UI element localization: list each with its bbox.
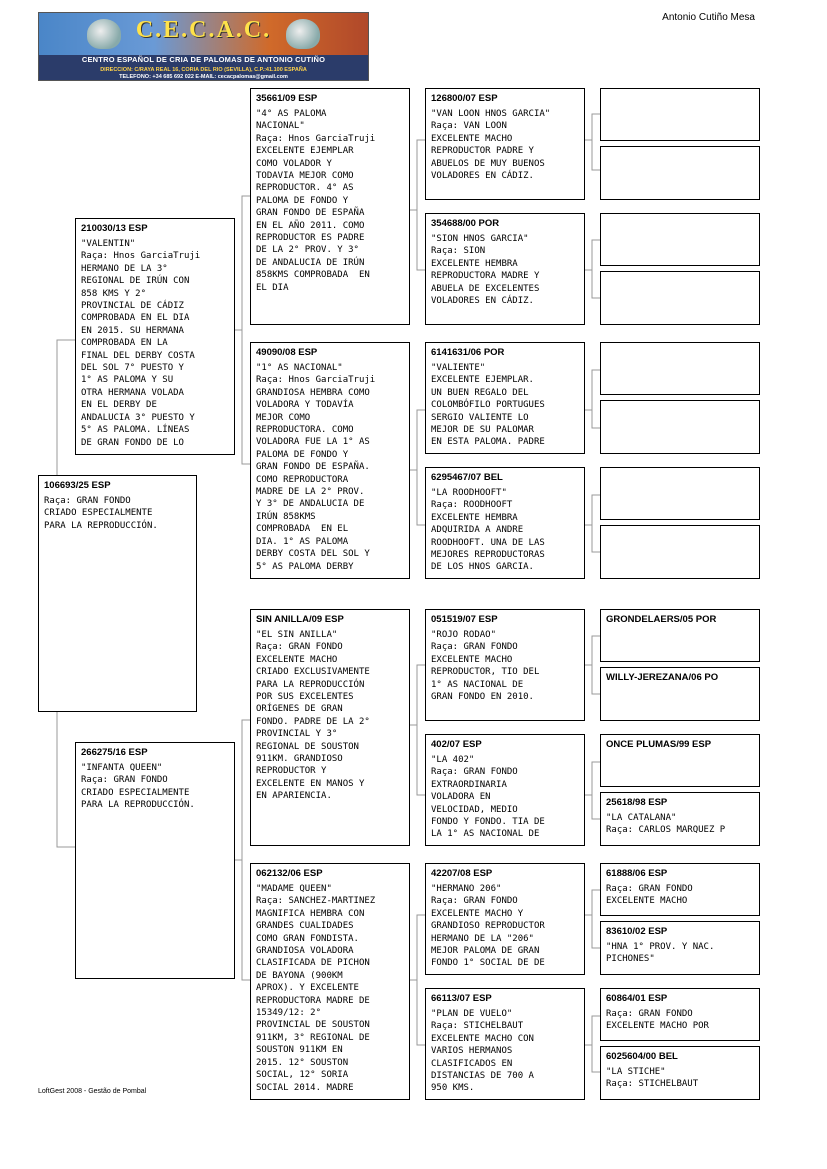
ggp-ring-3: 6141631/06 POR bbox=[431, 347, 505, 358]
gggp-ring-12: 25618/98 ESP bbox=[606, 797, 668, 808]
gggp-card-15 bbox=[600, 988, 760, 1041]
gggp-card-16 bbox=[600, 1046, 760, 1100]
sire-dam-ring: 49090/08 ESP bbox=[256, 347, 318, 358]
dam-sire-notes: "EL SIN ANILLA" Raça: GRAN FONDO EXCELENTE MACHO CRIADO EXCLUSIVAMENTE PARA LA REPRODUCCIÓN POR SUS EXCELENTES ORÍGENES DE GRAN FONDO. PADRE DE LA 2° PROVINCIAL Y 3° REGIONAL DE SOUSTON 911KM. GRANDIOSO REPRODUCTOR Y EXCELENTE EN MANOS Y EN APARIENCIA. bbox=[256, 630, 370, 802]
gggp-ring-10: WILLY-JEREZANA/06 PO bbox=[606, 672, 719, 683]
gggp-card-14 bbox=[600, 921, 760, 975]
dam-ring: 266275/16 ESP bbox=[81, 747, 148, 758]
ggp-notes-7: "HERMANO 206" Raça: GRAN FONDO EXCELENTE MACHO Y GRANDIOSO REPRODUCTOR HERMANO DE LA "206" MEJOR PALOMA DE GRAN FONDO 1° SOCIAL DE DE bbox=[431, 884, 545, 969]
logo-contact: TELEFONO: +34 685 692 022 E-MAIL: cecacpalomas@gmail.com bbox=[119, 74, 288, 80]
ggp-ring-4: 6295467/07 BEL bbox=[431, 472, 503, 483]
gggp-ring-11: ONCE PLUMAS/99 ESP bbox=[606, 739, 712, 750]
sire-ring: 210030/13 ESP bbox=[81, 223, 148, 234]
dam-notes: "INFANTA QUEEN" Raça: GRAN FONDO CRIADO ESPECIALMENTE PARA LA REPRODUCCIÓN. bbox=[81, 763, 195, 811]
ggp-notes-3: "VALIENTE" EXCELENTE EJEMPLAR. UN BUEN REGALO DEL COLOMBÓFILO PORTUGUES SERGIO VALIENTE LO MEJOR DE SU PALOMAR EN ESTA PALOMA. PADRE bbox=[431, 363, 545, 448]
ggp-ring-2: 354688/00 POR bbox=[431, 218, 500, 229]
sire-sire-ring: 35661/09 ESP bbox=[256, 93, 318, 104]
ggp-notes-4: "LA ROODHOOFT" Raça: ROODHOOFT EXCELENTE HEMBRA ADQUIRIDA A ANDRE ROODHOOFT. UNA DE LAS MEJORES REPRODUCTORAS DE LOS HNOS GARCIA. bbox=[431, 488, 545, 573]
gggp-card-10 bbox=[600, 667, 760, 721]
ggp-card-8 bbox=[425, 988, 585, 1100]
ggp-notes-5: "ROJO RODAO" Raça: GRAN FONDO EXCELENTE MACHO REPRODUCTOR, TIO DEL 1° AS NACIONAL DE GRAN FONDO EN 2010. bbox=[431, 630, 540, 703]
gggp-card-8 bbox=[600, 525, 760, 579]
gggp-card-3 bbox=[600, 213, 760, 266]
ggp-card-7 bbox=[425, 863, 585, 975]
dam-dam-ring: 062132/06 ESP bbox=[256, 868, 323, 879]
sire-dam-card bbox=[250, 342, 410, 579]
logo-subtitle: CENTRO ESPAÑOL DE CRIA DE PALOMAS DE ANTONIO CUTIÑO bbox=[81, 55, 326, 64]
gggp-notes-13: Raça: GRAN FONDO EXCELENTE MACHO bbox=[606, 884, 693, 907]
ggp-card-6 bbox=[425, 734, 585, 846]
sire-notes: "VALENTIN" Raça: Hnos GarciaTruji HERMANO DE LA 3° REGIONAL DE IRÚN CON 858 KMS Y 2° PROVINCIAL DE CÁDIZ COMPROBADA EN EL DIA EN 2015. SU HERMANA COMPROBADA EN LA FINAL DEL DERBY COSTA DEL SOL 7° PUESTO Y 1° AS PALOMA Y SU OTRA HERMANA VOLADA EN EL DERBY DE ANDALUCIA 3° PUESTO Y 5° AS PALOMA. LÍNEAS DE GRAN FONDO DE LO bbox=[81, 239, 201, 448]
gggp-card-13 bbox=[600, 863, 760, 916]
gggp-notes-12: "LA CATALANA" Raça: CARLOS MARQUEZ P bbox=[606, 813, 726, 836]
sire-dam-notes: "1° AS NACIONAL" Raça: Hnos GarciaTruji GRANDIOSA HEMBRA COMO VOLADORA Y TODAVÍA MEJOR COMO REPRODUCTORA. COMO VOLADORA FUE LA 1° AS PALOMA DE FONDO Y GRAN FONDO DE ESPAÑA. COMO REPRODUCTORA MADRE DE LA 2° PROV. Y 3° DE ANDALUCIA DE IRÚN 858KMS COMPROBADA EN EL DIA. 1° AS PALOMA DERBY COSTA DEL SOL Y 5° AS PALOMA DERBY bbox=[256, 363, 376, 572]
gggp-notes-15: Raça: GRAN FONDO EXCELENTE MACHO POR bbox=[606, 1009, 709, 1032]
subject-ring: 106693/25 ESP bbox=[44, 480, 111, 491]
gggp-card-1 bbox=[600, 88, 760, 141]
gggp-card-2 bbox=[600, 146, 760, 200]
ggp-ring-8: 66113/07 ESP bbox=[431, 993, 492, 1004]
gggp-card-4 bbox=[600, 271, 760, 325]
dam-sire-card bbox=[250, 609, 410, 846]
gggp-notes-14: "HNA 1° PROV. Y NAC. PICHONES" bbox=[606, 942, 715, 965]
ggp-notes-6: "LA 402" Raça: GRAN FONDO EXTRAORDINARIA VOLADORA EN VELOCIDAD, MEDIO FONDO Y FONDO. TIA DE LA 1° AS NACIONAL DE bbox=[431, 755, 545, 840]
logo-title: C.E.C.A.C. bbox=[135, 17, 272, 43]
gggp-ring-16: 6025604/00 BEL bbox=[606, 1051, 678, 1062]
dam-sire-ring: SIN ANILLA/09 ESP bbox=[256, 614, 344, 625]
ggp-card-4 bbox=[425, 467, 585, 579]
ggp-card-2 bbox=[425, 213, 585, 325]
sire-card bbox=[75, 218, 235, 455]
ggp-notes-2: "SION HNOS GARCIA" Raça: SION EXCELENTE HEMBRA REPRODUCTORA MADRE Y ABUELA DE EXCELENTES VOLADORES EN CÁDIZ. bbox=[431, 234, 540, 307]
gggp-ring-9: GRONDELAERS/05 POR bbox=[606, 614, 717, 625]
ggp-ring-5: 051519/07 ESP bbox=[431, 614, 498, 625]
gggp-notes-16: "LA STICHE" Raça: STICHELBAUT bbox=[606, 1067, 699, 1090]
ggp-card-1 bbox=[425, 88, 585, 200]
ggp-notes-1: "VAN LOON HNOS GARCIA" Raça: VAN LOON EXCELENTE MACHO REPRODUCTOR PADRE Y ABUELOS DE MUY BUENOS VOLADORES EN CÁDIZ. bbox=[431, 109, 551, 182]
ggp-notes-8: "PLAN DE VUELO" Raça: STICHELBAUT EXCELENTE MACHO CON VARIOS HERMANOS CLASIFICADOS EN DISTANCIAS DE 700 A 950 KMS. bbox=[431, 1009, 534, 1094]
gggp-card-11 bbox=[600, 734, 760, 787]
ggp-ring-6: 402/07 ESP bbox=[431, 739, 482, 750]
gggp-ring-14: 83610/02 ESP bbox=[606, 926, 668, 937]
gggp-card-6 bbox=[600, 400, 760, 454]
ggp-ring-7: 42207/08 ESP bbox=[431, 868, 493, 879]
dam-card bbox=[75, 742, 235, 979]
footer-credit: LoftGest 2008 - Gestão de Pombal bbox=[38, 1088, 147, 1095]
sire-sire-card bbox=[250, 88, 410, 325]
gggp-card-12 bbox=[600, 792, 760, 846]
logo-address: DIRECCION: C/RAYA REAL 16, CORIA DEL RIO (SEVILLA), C.P.:41.100 ESPAÑA bbox=[100, 67, 307, 73]
subject-bird-card bbox=[38, 475, 197, 712]
gggp-ring-15: 60864/01 ESP bbox=[606, 993, 668, 1004]
ggp-ring-1: 126800/07 ESP bbox=[431, 93, 498, 104]
subject-notes: Raça: GRAN FONDO CRIADO ESPECIALMENTE PARA LA REPRODUCCIÓN. bbox=[44, 496, 158, 531]
owner-name: Antonio Cutiño Mesa bbox=[662, 12, 755, 23]
dam-dam-notes: "MADAME QUEEN" Raça: SANCHEZ-MARTINEZ MAGNIFICA HEMBRA CON GRANDES CUALIDADES COMO GRAN FONDISTA. GRANDIOSA VOLADORA CLASIFICADA DE PICHON DE BAYONA (900KM APROX). Y EXCELENTE REPRODUCTORA MADRE DE 15349/12: 2° PROVINCIAL DE SOUSTON 911KM, 3° REGIONAL DE SOUSTON 911KM EN 2015. 12° SOUSTON SOCIAL, 12° SORIA SOCIAL 2014. MADRE bbox=[256, 884, 376, 1093]
gggp-card-7 bbox=[600, 467, 760, 520]
gggp-ring-13: 61888/06 ESP bbox=[606, 868, 668, 879]
ggp-card-5 bbox=[425, 609, 585, 721]
dam-dam-card bbox=[250, 863, 410, 1100]
gggp-card-5 bbox=[600, 342, 760, 395]
gggp-card-9 bbox=[600, 609, 760, 662]
ggp-card-3 bbox=[425, 342, 585, 454]
sire-sire-notes: "4° AS PALOMA NACIONAL" Raça: Hnos GarciaTruji EXCELENTE EJEMPLAR COMO VOLADOR Y TODAVIA MEJOR COMO REPRODUCTOR. 4° AS PALOMA DE FONDO Y GRAN FONDO DE ESPAÑA EN EL AÑO 2011. COMO REPRODUCTOR ES PADRE DE LA 2° PROV. Y 3° DE ANDALUCIA DE IRÚN 858KMS COMPROBADA EN EL DIA bbox=[256, 109, 376, 293]
